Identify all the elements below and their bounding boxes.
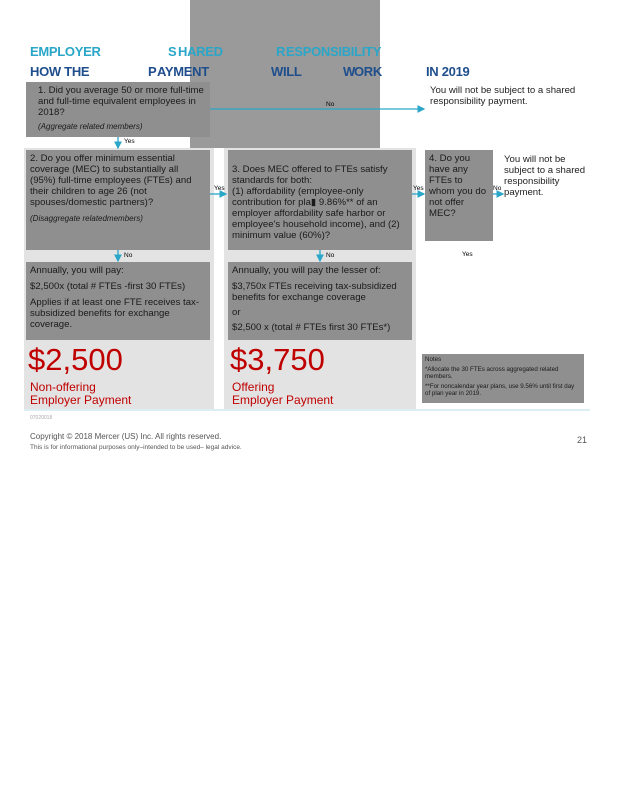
footer-disclaimer: This is for informational purposes only–intended to be used– legal advice. — [30, 444, 242, 451]
title-word: P — [148, 64, 157, 79]
title-word: IN 2019 — [426, 64, 470, 79]
label-q3-no: No — [326, 252, 335, 259]
title-word: HARED — [178, 44, 223, 59]
payment-left-label-2: Employer Payment — [30, 393, 132, 407]
payment-right-amount: $3,750 — [230, 342, 325, 377]
payment-right-label-2: Employer Payment — [232, 393, 334, 407]
title-word: EMPLOYER — [30, 44, 101, 59]
footer-copyright: Copyright © 2018 Mercer (US) Inc. All rights reserved. — [30, 432, 222, 441]
title-word: ESPONSIBILITY — [286, 44, 382, 59]
label-q3-yes: Yes — [413, 185, 424, 192]
doc-code: 07020018 — [30, 415, 53, 421]
label-q2-no: No — [124, 252, 133, 259]
label-q1-yes: Yes — [124, 138, 135, 145]
payment-left-head: Annually, you will pay: — [30, 265, 124, 276]
payment-left-formula: $2,500x (total # FTEs -first 30 FTEs) — [30, 281, 186, 292]
payment-left-amount: $2,500 — [28, 342, 123, 377]
payment-right-label-1: Offering — [232, 380, 275, 394]
title-word: W — [343, 64, 355, 79]
title-word: AYMENT — [157, 64, 209, 79]
title-word: HOW THE — [30, 64, 90, 79]
label-q4-yes: Yes — [462, 251, 473, 258]
title-word: WILL — [271, 64, 302, 79]
payment-right-formula-2: $2,500 x (total # FTEs first 30 FTEs*) — [232, 322, 391, 333]
payment-left-applies: Applies if at least one FTE receives tax-subsidized benefits for exchange coverage. — [30, 297, 200, 330]
question-1-text: 1. Did you average 50 or more full-time and full-time equivalent employees in 2018? — [38, 85, 204, 118]
payment-left-label-1: Non-offering — [30, 380, 96, 394]
question-2-text: 2. Do you offer minimum essential coverage (MEC) to substantially all (95%) full-time employees (FTEs) and their children to age 26 (not spouses/domestic partners)? — [30, 153, 192, 208]
payment-right-head: Annually, you will pay the lesser of: — [232, 265, 381, 276]
question-1-note: (Aggregate related members) — [38, 122, 143, 131]
label-q1-no: No — [326, 101, 335, 108]
title-word: R — [276, 44, 286, 59]
payment-right-or: or — [232, 307, 241, 318]
notes-item-1: *Allocate the 30 FTEs across aggregated related members. — [425, 365, 559, 380]
payment-right-formula-1: $3,750x FTEs receiving tax-subsidized benefits for exchange coverage — [232, 281, 397, 303]
question-4-text: 4. Do you have any FTEs to whom you do not offer MEC? — [429, 153, 487, 219]
q4-no-result: You will not be subject to a shared responsibility payment. — [504, 154, 586, 198]
label-q2-yes: Yes — [214, 185, 225, 192]
notes-title: Notes — [425, 356, 442, 363]
notes-item-2: **For noncalendar year plans, use 9.56% until first day of plan year in 2019. — [425, 382, 575, 397]
page-number: 21 — [577, 435, 588, 445]
title-word: ORK — [354, 64, 382, 79]
question-2-note: (Disaggregate relatedmembers) — [30, 214, 143, 223]
q1-no-result: You will not be subject to a shared responsibility payment. — [430, 85, 576, 107]
question-3-text: 3. Does MEC offered to FTEs satisfy standards for both: (1) affordability (employee-only contribution for pla▮ 9.86%** of an employer affordability safe harbor or employee's household income), and (2) minimum value (60%)? — [232, 164, 400, 241]
title-word: S — [168, 44, 177, 59]
label-q4-no: No — [493, 185, 502, 192]
